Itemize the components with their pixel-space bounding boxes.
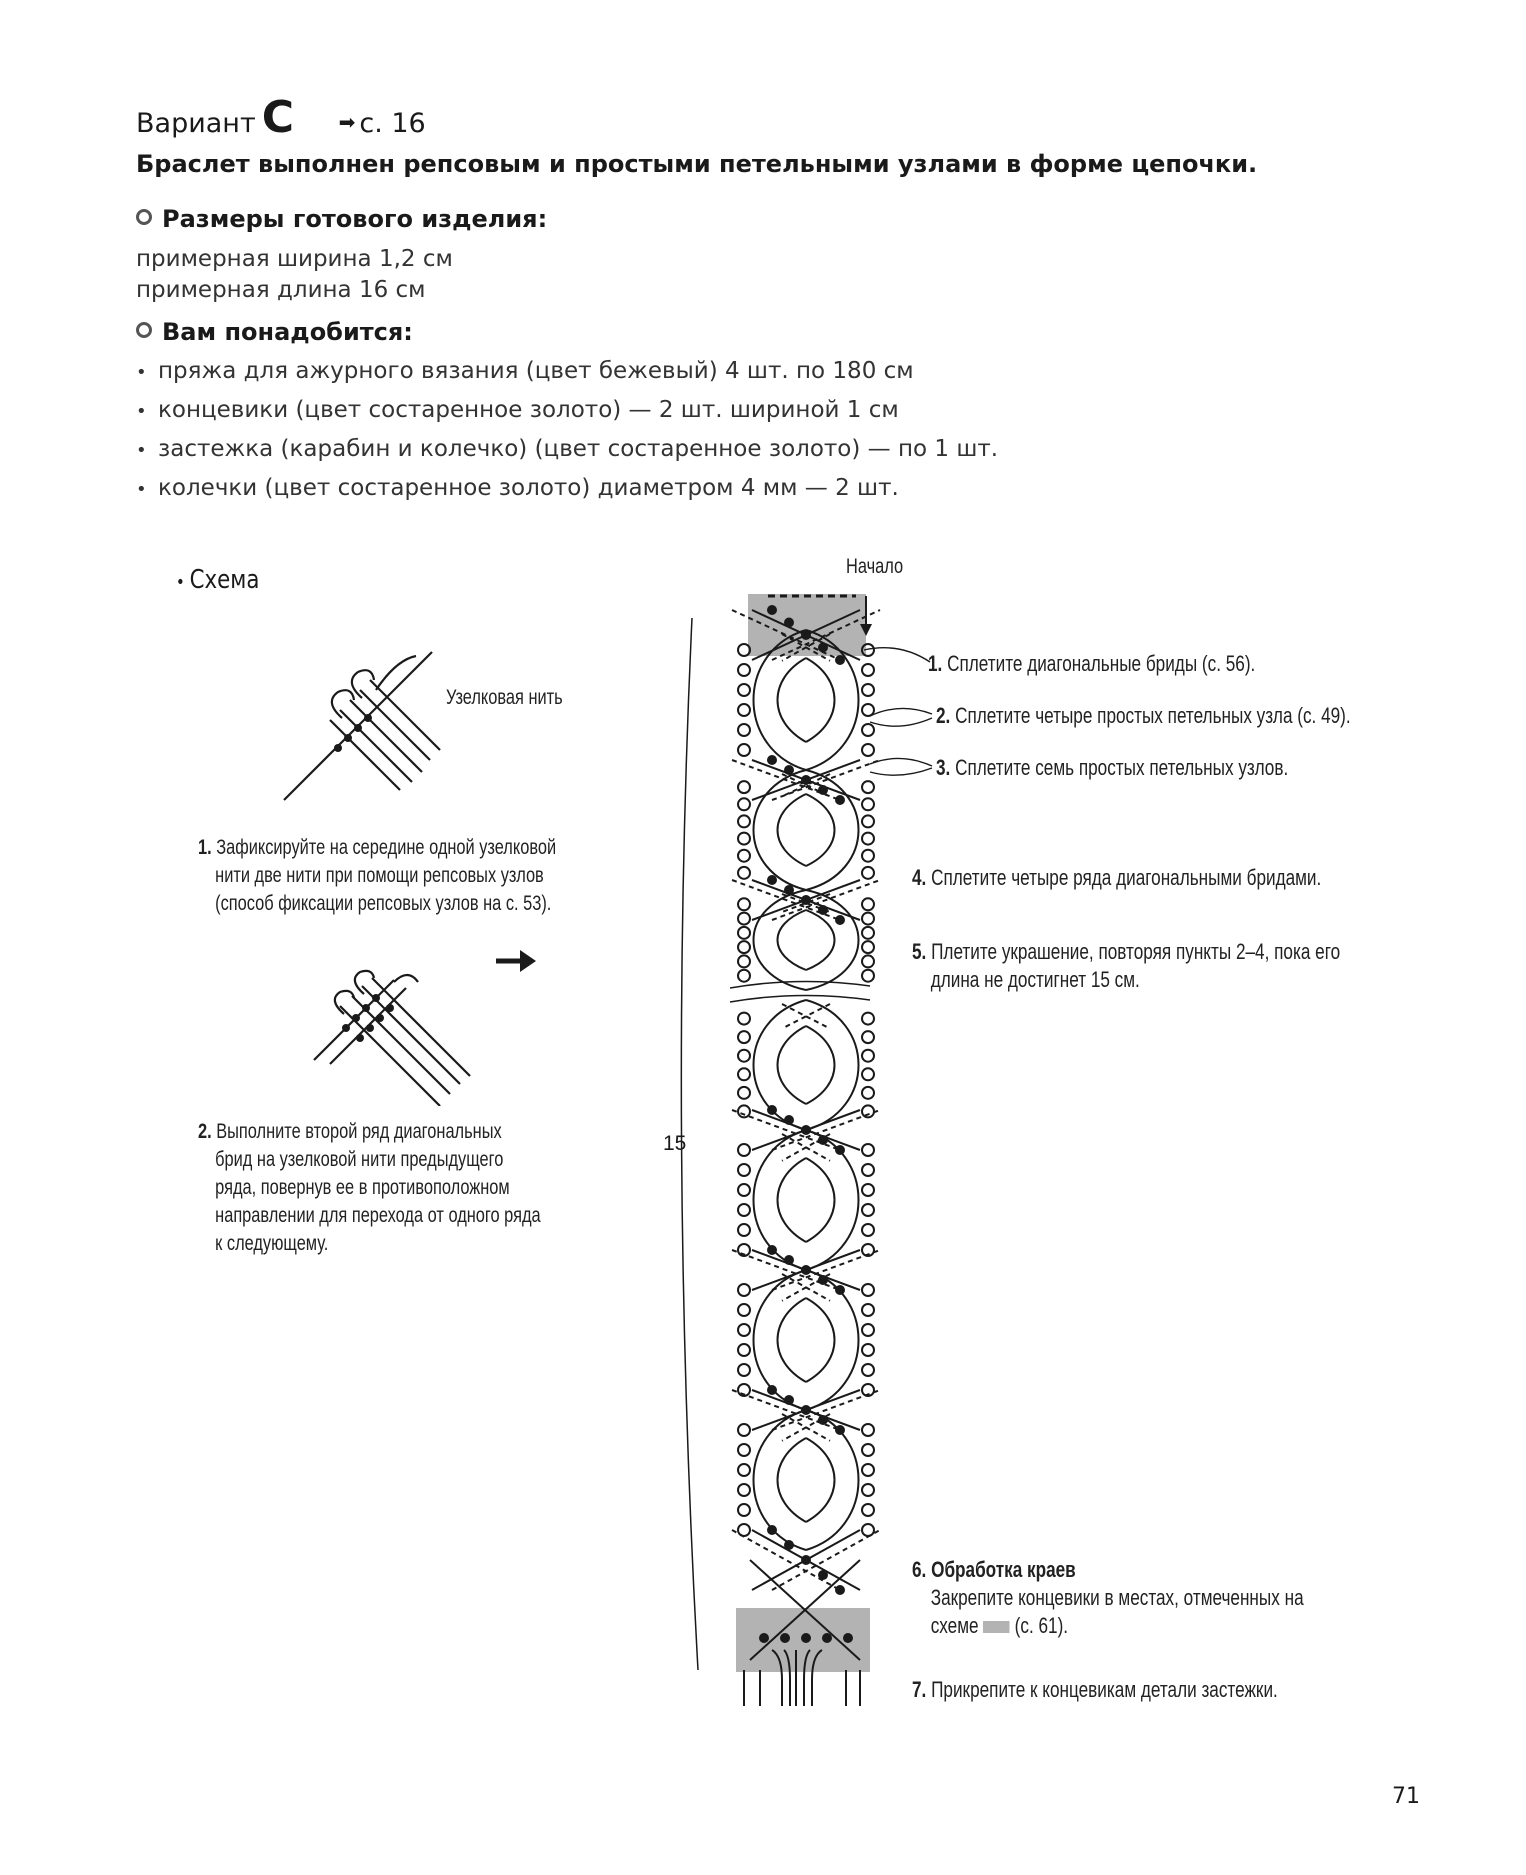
right-step-5: 5. Плетите украшение, повторяя пункты 2–4, пока его длина не достигнет 15 см.	[912, 939, 1341, 992]
right-step-3: 3. Сплетите семь простых петельных узлов.	[936, 755, 1289, 780]
materials-list	[136, 352, 998, 508]
left-step-1: 1. Зафиксируйте на середине одной узелковой нити две нити при помощи репсовых узлов (способ фиксации репсовых узлов на с. 53).	[198, 836, 557, 915]
arrow-right-icon: ➡	[338, 110, 356, 134]
knot-thread-label: Узелковая нить	[446, 686, 563, 709]
knot-diagram-step1	[280, 650, 480, 810]
start-label: Начало	[846, 555, 904, 578]
variant-letter: C	[261, 92, 294, 143]
edge-finishing-title: Обработка краев	[931, 1557, 1076, 1582]
list-item: • колечки (цвет состаренное золото) диаметром 4 мм — 2 шт.	[136, 469, 998, 508]
sizes-list	[136, 244, 453, 306]
bullet-icon: •	[176, 572, 185, 593]
intro-text: Браслет выполнен репсовым и простыми петельными узлами в форме цепочки.	[136, 150, 1258, 178]
size-width: примерная ширина 1,2 см	[136, 246, 453, 272]
variant-heading	[136, 92, 426, 143]
knot-diagram-step2	[310, 966, 480, 1106]
page-number: 71	[1392, 1784, 1420, 1809]
length-label: 15	[663, 1132, 687, 1155]
bullet-icon: •	[136, 362, 147, 383]
step-number: 2.	[198, 1120, 212, 1143]
materials-title: Вам понадобится:	[162, 318, 413, 346]
materials-heading	[136, 318, 413, 346]
shade-swatch	[983, 1621, 1010, 1633]
variant-word: Вариант	[136, 108, 256, 139]
page-reference-text: с. 16	[359, 108, 426, 139]
arrow-right-icon	[494, 948, 538, 974]
bullet-circle-icon	[136, 322, 152, 338]
step-number: 1.	[198, 836, 212, 859]
list-item: • застежка (карабин и колечко) (цвет состаренное золото) — по 1 шт.	[136, 430, 998, 469]
length-bracket	[681, 618, 698, 1670]
right-step-6: 6. Обработка краев Закрепите концевики в местах, отмеченных на схеме (с. 61).	[912, 1557, 1304, 1638]
left-step-2: 2. Выполните второй ряд диагональных брид на узелковой нити предыдущего ряда, повернув ее в противоположном направлении для перехода от одного ряда к следующему.	[198, 1120, 541, 1255]
bullet-icon: •	[136, 401, 147, 422]
right-step-7: 7. Прикрепите к концевикам детали застежки.	[912, 1677, 1278, 1702]
right-step-4: 4. Сплетите четыре ряда диагональными бридами.	[912, 865, 1322, 890]
leader-lines	[860, 640, 940, 790]
right-step-2: 2. Сплетите четыре простых петельных узла (с. 49).	[936, 703, 1351, 728]
list-item: • пряжа для ажурного вязания (цвет бежевый) 4 шт. по 180 см	[136, 352, 998, 391]
sizes-title: Размеры готового изделия:	[162, 205, 548, 233]
sizes-heading	[136, 205, 547, 233]
page-reference	[339, 108, 426, 139]
bullet-icon: •	[136, 479, 147, 500]
scheme-title: • Схема	[176, 565, 260, 595]
size-length: примерная длина 16 см	[136, 277, 426, 303]
right-step-1: 1. Сплетите диагональные бриды (с. 56).	[928, 651, 1256, 676]
list-item: • концевики (цвет состаренное золото) — 2 шт. шириной 1 см	[136, 391, 998, 430]
bullet-circle-icon	[136, 209, 152, 225]
bullet-icon: •	[136, 440, 147, 461]
